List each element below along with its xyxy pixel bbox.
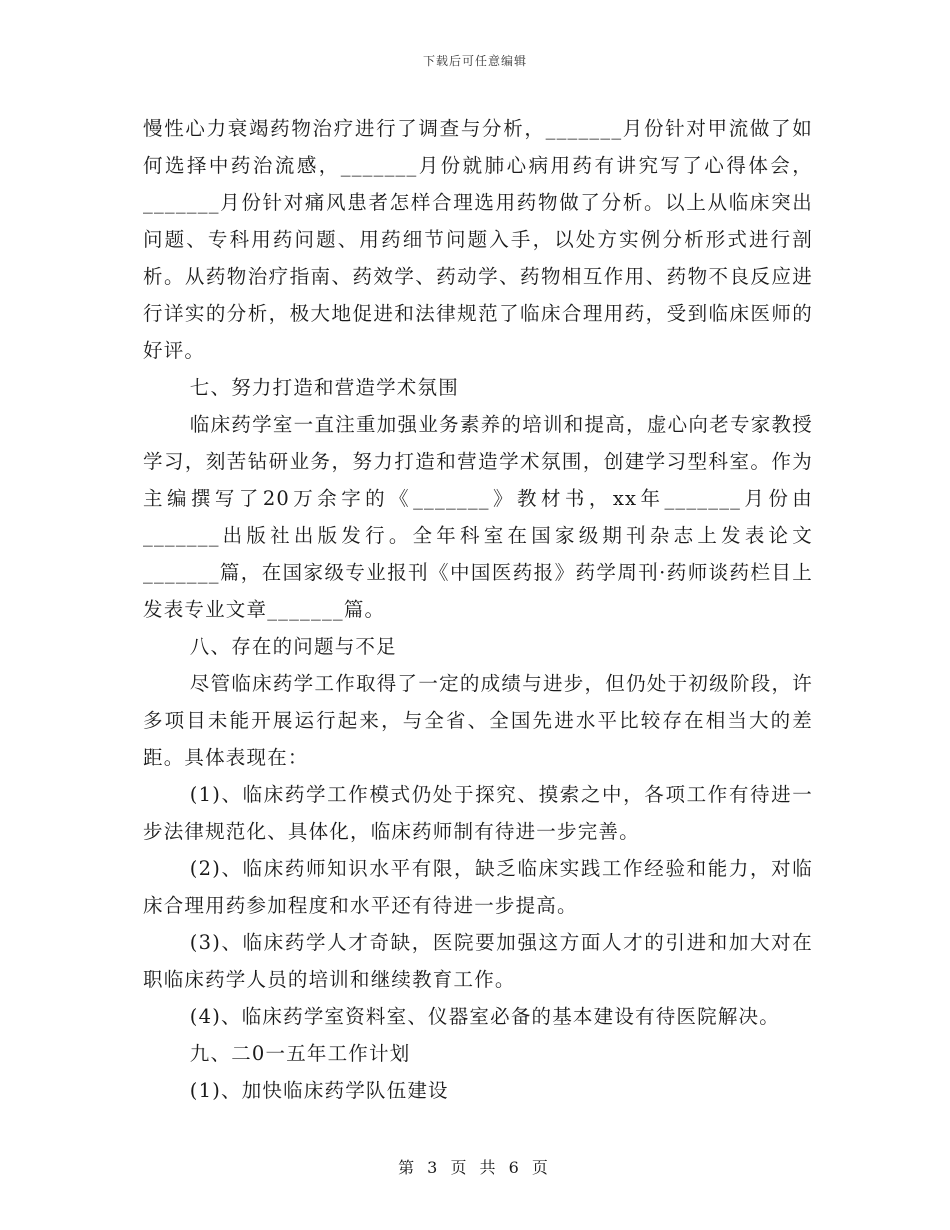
section-heading-7: 七、努力打造和营造学术氛围 xyxy=(189,376,459,399)
section-heading-8: 八、存在的问题与不足 xyxy=(189,635,397,658)
paragraph-continuation: 慢性心力衰竭药物治疗进行了调查与分析，_______月份针对甲流做了如何选择中药治流感，_______月份就肺心病用药有讲究写了心得体会，_______月份针对痛风患者怎样合理选用药物做了分析。以上从临床突出问题、专科用药问题、用药细节问题入手，以处方实例分析形式进行剖析。从药物治疗指南、药效学、药动学、药物相互作用、药物不良反应进行详实的分析，极大地促进和法律规范了临床合理用药，受到临床医师的好评。 xyxy=(143,117,813,362)
section-heading-9: 九、二0一五年工作计划 xyxy=(189,1042,411,1065)
list-item-plan-1: (1)、加快临床药学队伍建设 xyxy=(189,1079,449,1102)
page-header-note: 下载后可任意编辑 xyxy=(422,54,527,68)
list-item-problem-4: (4)、临床药学室资料室、仪器室必备的基本建设有待医院解决。 xyxy=(189,1005,780,1028)
document-body xyxy=(143,110,813,1109)
list-item-problem-2: (2)、临床药师知识水平有限，缺乏临床实践工作经验和能力，对临床合理用药参加程度和水平还有待进一步提高。 xyxy=(143,857,813,917)
paragraph-problems-intro: 尽管临床药学工作取得了一定的成绩与进步，但仍处于初级阶段，许多项目未能开展运行起来，与全省、全国先进水平比较存在相当大的差距。具体表现在： xyxy=(143,672,813,769)
paragraph-academic-atmosphere: 临床药学室一直注重加强业务素养的培训和提高，虚心向老专家教授学习，刻苦钻研业务，努力打造和营造学术氛围，创建学习型科室。作为主编撰写了20万余字的《_______》教材书，xx年_______月份由_______出版社出版发行。全年科室在国家级期刊杂志上发表论文_______篇，在国家级专业报刊《中国医药报》药学周刊·药师谈药栏目上发表专业文章_______篇。 xyxy=(143,413,813,621)
list-item-problem-3: (3)、临床药学人才奇缺，医院要加强这方面人才的引进和加大对在职临床药学人员的培训和继续教育工作。 xyxy=(143,931,813,991)
page-number: 第 3 页 共 6 页 xyxy=(398,1158,552,1177)
list-item-problem-1: (1)、临床药学工作模式仍处于探究、摸索之中，各项工作有待进一步法律规范化、具体化，临床药师制有待进一步完善。 xyxy=(143,783,813,843)
